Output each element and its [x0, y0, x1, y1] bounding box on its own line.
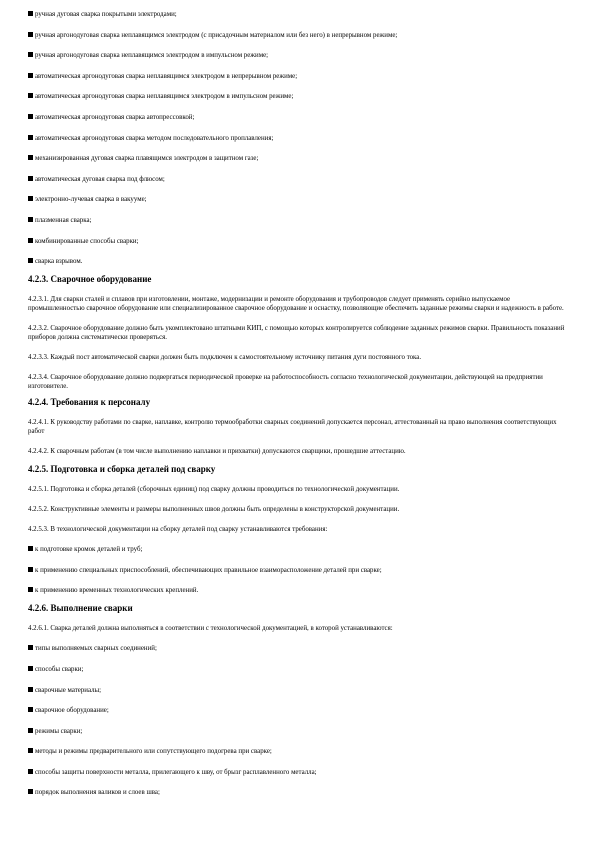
paragraph: 4.2.4.2. К сварочным работам (в том числе выполнению наплавки и прихватки) допускаются сварщики, прошедшие аттестацию. [28, 448, 406, 456]
list-item: способы защиты поверхности металла, прилегающего к шву, от брызг расплавленного металла; [28, 768, 567, 777]
list-item: ручная аргонодуговая сварка неплавящимся электродом в импульсном режиме; [28, 51, 567, 60]
list-item: автоматическая аргонодуговая сварка неплавящимся электродом в импульсном режиме; [28, 92, 567, 101]
square-bullet-icon [28, 196, 33, 201]
square-bullet-icon [28, 258, 33, 263]
paragraph: 4.2.5.2. Конструктивные элементы и размеры выполненных швов должны быть определены в конструкторской документации. [28, 506, 400, 514]
list-item: методы и режимы предварительного или сопутствующего подогрева при сварке; [28, 747, 567, 756]
list-item: автоматическая дуговая сварка под флюсом; [28, 175, 567, 184]
list-item: механизированная дуговая сварка плавящимся электродом в защитном газе; [28, 154, 567, 163]
paragraph: 4.2.3.1. Для сварки сталей и сплавов при изготовлении, монтаже, модернизации и ремонте оборудования и трубопроводов следует применять серийно выпускаемое промышленностью сварочное оборудование или специализированное сварочное оборудование и оснастку, позволяющие обеспечить заданные режимы сварки и надежность в работе. [28, 296, 564, 313]
list-item: ручная дуговая сварка покрытыми электродами; [28, 10, 567, 19]
paragraph: 4.2.5.3. В технологической документации на сборку деталей под сварку устанавливаются требования: [28, 526, 328, 534]
paragraph: 4.2.3.4. Сварочное оборудование должно подвергаться периодической проверке на работоспособность согласно технологической документации, действующей на предприятии изготовителе. [28, 374, 543, 391]
square-bullet-icon [28, 645, 33, 650]
paragraph: 4.2.4.1. К руководству работами по сварке, наплавке, контролю термообработки сварных соединений допускается персонал, аттестованный на право выполнения соответствующих работ [28, 419, 557, 436]
list-item: порядок выполнения валиков и слоев шва; [28, 788, 567, 797]
list-item: сварочные материалы; [28, 686, 567, 695]
paragraph: 4.2.3.2. Сварочное оборудование должно быть укомплектовано штатными КИП, с помощью которых контролируется соблюдение заданных режимов сварки. Правильность показаний приборов должна систематически проверяться. [28, 325, 565, 342]
square-bullet-icon [28, 748, 33, 753]
section-heading: 4.2.5. Подготовка и сборка деталей под сварку [28, 464, 216, 475]
square-bullet-icon [28, 587, 33, 592]
list-item: автоматическая аргонодуговая сварка неплавящимся электродом в непрерывном режиме; [28, 72, 567, 81]
list-item: сварка взрывом. [28, 257, 567, 266]
paragraph: 4.2.6.1. Сварка деталей должна выполняться в соответствии с технологической документацией, в которой устанавливаются: [28, 625, 393, 633]
list-item: автоматическая аргонодуговая сварка автопрессовкой; [28, 113, 567, 122]
square-bullet-icon [28, 93, 33, 98]
square-bullet-icon [28, 114, 33, 119]
square-bullet-icon [28, 546, 33, 551]
section-heading: 4.2.6. Выполнение сварки [28, 603, 133, 614]
square-bullet-icon [28, 32, 33, 37]
square-bullet-icon [28, 176, 33, 181]
square-bullet-icon [28, 11, 33, 16]
paragraph: 4.2.5.1. Подготовка и сборка деталей (сборочных единиц) под сварку должны проводиться по технологической документации. [28, 486, 400, 494]
square-bullet-icon [28, 666, 33, 671]
square-bullet-icon [28, 52, 33, 57]
section-heading: 4.2.4. Требования к персоналу [28, 397, 151, 408]
square-bullet-icon [28, 135, 33, 140]
square-bullet-icon [28, 567, 33, 572]
list-item: плазменная сварка; [28, 216, 567, 225]
square-bullet-icon [28, 769, 33, 774]
square-bullet-icon [28, 155, 33, 160]
square-bullet-icon [28, 728, 33, 733]
list-item: комбинированные способы сварки; [28, 237, 567, 246]
list-item: к применению временных технологических креплений. [28, 586, 567, 595]
square-bullet-icon [28, 789, 33, 794]
list-item: ручная аргонодуговая сварка неплавящимся электродом (с присадочным материалом или без него) в непрерывном режиме; [28, 31, 567, 40]
square-bullet-icon [28, 707, 33, 712]
section-heading: 4.2.3. Сварочное оборудование [28, 274, 152, 285]
list-item: способы сварки; [28, 665, 567, 674]
square-bullet-icon [28, 217, 33, 222]
paragraph: 4.2.3.3. Каждый пост автоматической сварки должен быть подключен к самостоятельному источнику питания дуги постоянного тока. [28, 354, 422, 362]
list-item: электронно-лучевая сварка в вакууме; [28, 195, 567, 204]
square-bullet-icon [28, 238, 33, 243]
list-item: к подготовке кромок деталей и труб; [28, 545, 567, 554]
square-bullet-icon [28, 687, 33, 692]
list-item: типы выполняемых сварных соединений; [28, 644, 567, 653]
list-item: сварочное оборудование; [28, 706, 567, 715]
welding-methods-list [28, 10, 567, 266]
list-item: к применению специальных приспособлений, обеспечивающих правильное взаиморасположение деталей при сварке; [28, 566, 567, 575]
list-item: режимы сварки; [28, 727, 567, 736]
list-item: автоматическая аргонодуговая сварка методом последовательного проплавления; [28, 134, 567, 143]
square-bullet-icon [28, 73, 33, 78]
